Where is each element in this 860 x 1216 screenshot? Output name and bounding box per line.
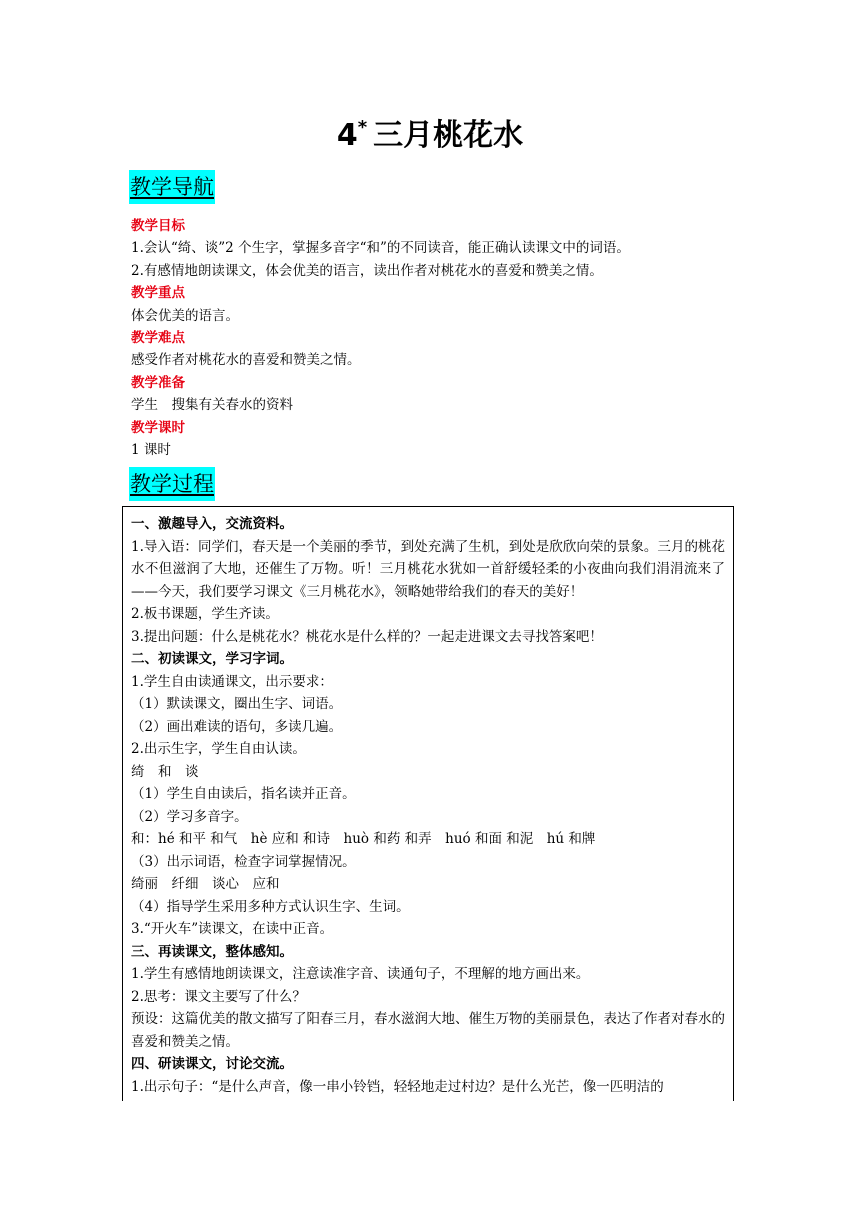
class-hours-label: 教学课时 (131, 419, 185, 436)
process-step-heading: 三、再读课文，整体感知。 (131, 943, 293, 960)
difficulty-text: 感受作者对桃花水的喜爱和赞美之情。 (131, 352, 361, 369)
process-line: （4）指导学生采用多种方式认识生字、生词。 (131, 898, 410, 915)
process-line: 和：hé 和平 和气 hè 应和 和诗 huò 和药 和弄 huó 和面 和泥 hú 和牌 (131, 831, 596, 847)
process-line: 1.学生有感情地朗读课文，注意读准字音、读通句子，不理解的地方画出来。 (131, 966, 590, 982)
process-line: （1）默读课文，圈出生字、词语。 (131, 696, 343, 712)
page-title (0, 108, 860, 156)
goal-item: 1.会认“绮、谈”2 个生字，掌握多音字“和”的不同读音，能正确认读课文中的词语。 (131, 240, 630, 257)
process-line: 1.学生自由读通课文，出示要求： (131, 673, 333, 690)
process-line: （2）画出难读的语句，多读几遍。 (131, 718, 343, 735)
process-line: 2.板书课题，学生齐读。 (131, 606, 279, 622)
preparation-text: 学生 搜集有关春水的资料 (131, 397, 293, 414)
class-hours-text: 1 课时 (131, 442, 171, 459)
process-step-heading: 二、初读课文，学习字词。 (131, 651, 293, 667)
section-heading-teaching-guide: 教学导航 (129, 170, 215, 204)
goal-label: 教学目标 (131, 218, 185, 234)
section-heading-teaching-process: 教学过程 (129, 467, 215, 501)
process-line: 1.导入语：同学们，春天是一个美丽的季节，到处充满了生机，到处是欣欣向荣的景象。三月的桃花水不但滋润了大地，还催生了万物。听！三月桃花水犹如一首舒缓轻柔的小夜曲向我们涓涓流来了——今天，我们要学习课文《三月桃花水》，领略她带给我们的春天的美好！ (131, 538, 725, 600)
process-line: （2）学习多音字。 (131, 808, 248, 825)
process-line: 3.提出问题：什么是桃花水？桃花水是什么样的？一起走进课文去寻找答案吧！ (131, 628, 603, 645)
process-line: （3）出示词语，检查字词掌握情况。 (131, 853, 356, 870)
lesson-title: 三月桃花水 (373, 118, 524, 153)
process-line: 预设：这篇优美的散文描写了阳春三月，春水滋润大地、催生万物的美丽景色，表达了作者对春水的喜爱和赞美之情。 (131, 1011, 725, 1050)
key-point-text: 体会优美的语言。 (131, 307, 239, 324)
preparation-label: 教学准备 (131, 374, 185, 391)
process-line: 绮 和 谈 (131, 763, 199, 780)
process-line: 2.出示生字，学生自由认读。 (131, 741, 306, 757)
difficulty-label: 教学难点 (131, 330, 185, 347)
process-line: 1.出示句子：“是什么声音，像一串小铃铛，轻轻地走过村边？是什么光芒，像一匹明洁的 (131, 1078, 664, 1095)
lesson-number: 4 (336, 118, 358, 153)
process-line: 2.思考：课文主要写了什么？ (131, 988, 306, 1005)
goal-item: 2.有感情地朗读课文，体会优美的语言，读出作者对桃花水的喜爱和赞美之情。 (131, 262, 603, 279)
process-line: 绮丽 纤细 谈心 应和 (131, 876, 280, 892)
key-point-label: 教学重点 (131, 285, 185, 302)
lesson-mark: * (357, 117, 368, 138)
process-line: （1）学生自由读后，指名读并正音。 (131, 786, 356, 802)
process-step-heading: 一、激趣导入，交流资料。 (131, 516, 293, 532)
process-line: 3.“开火车”读课文，在读中正音。 (131, 921, 334, 937)
process-step-heading: 四、研读课文，讨论交流。 (131, 1056, 293, 1072)
teaching-process-box (122, 506, 734, 1101)
teaching-process-content (123, 507, 733, 1098)
teaching-guide (131, 215, 731, 461)
